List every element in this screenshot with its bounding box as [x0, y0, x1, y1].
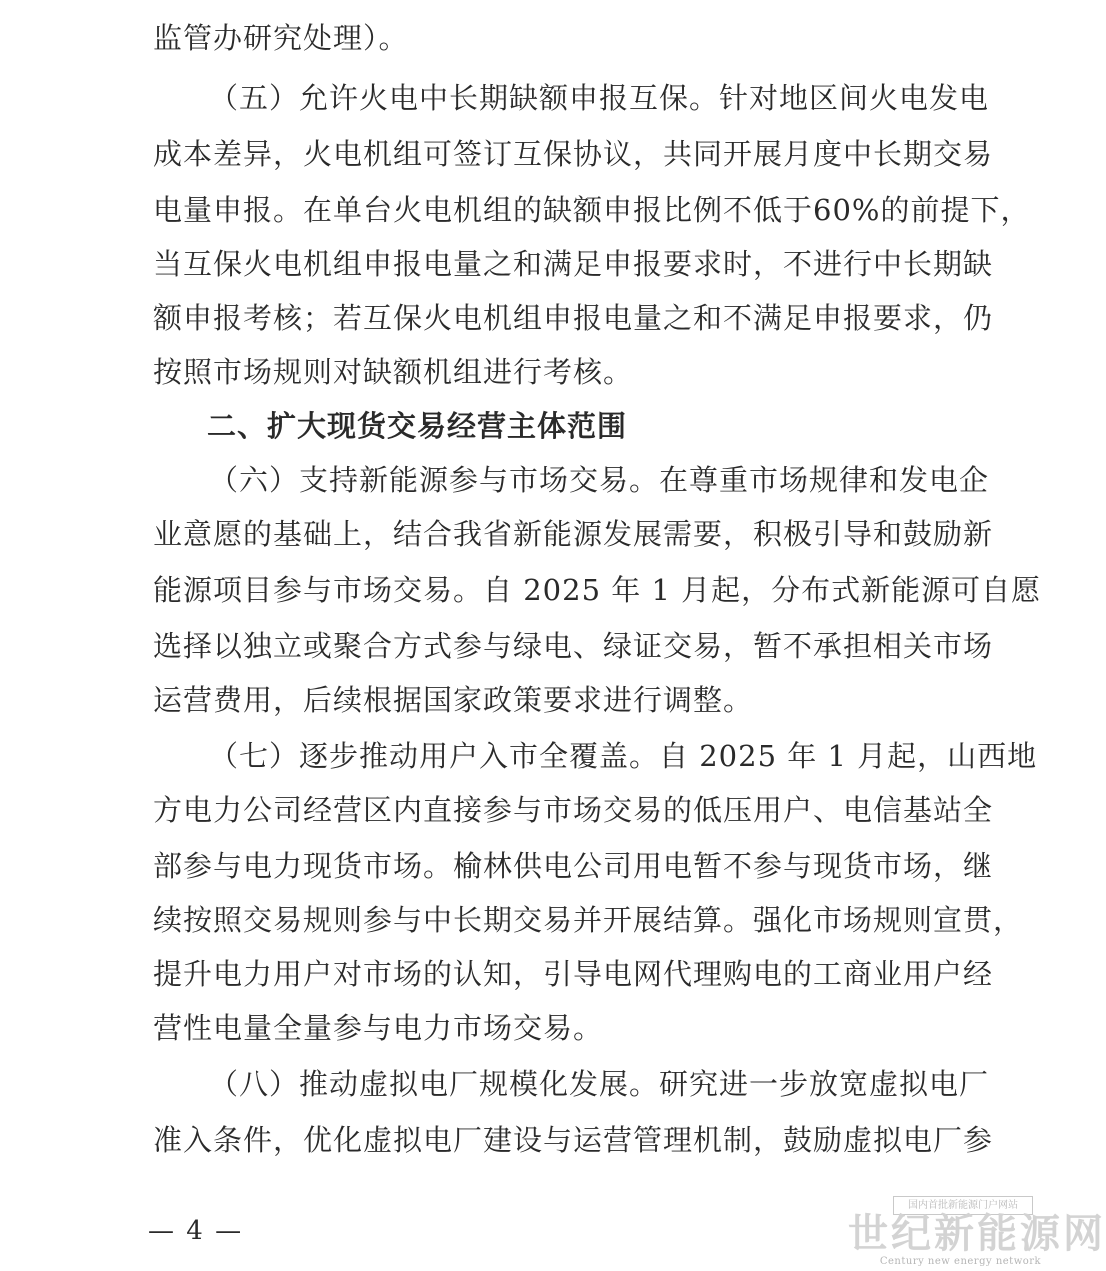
- text-line: 营性电量全量参与电力市场交易。: [153, 1011, 604, 1045]
- text-line: 监管办研究处理）。: [153, 21, 409, 55]
- text-line: 准入条件，优化虚拟电厂建设与运营管理机制，鼓励虚拟电厂参: [153, 1123, 994, 1157]
- text-line: 当互保火电机组申报电量之和满足申报要求时，不进行中长期缺: [153, 247, 994, 281]
- text-line: 选择以独立或聚合方式参与绿电、绿证交易，暂不承担相关市场: [153, 629, 994, 663]
- text-line: 按照市场规则对缺额机组进行考核。: [153, 355, 634, 389]
- text-line: 方电力公司经营区内直接参与市场交易的低压用户、电信基站全: [153, 793, 994, 827]
- text-line: 续按照交易规则参与中长期交易并开展结算。强化市场规则宣贯，: [153, 903, 1024, 937]
- watermark-logo: 世纪新能源网: [848, 1210, 1106, 1257]
- text-line: 成本差异，火电机组可签订互保协议，共同开展月度中长期交易: [153, 137, 994, 171]
- text-line: （五）允许火电中长期缺额申报互保。针对地区间火电发电: [209, 81, 990, 115]
- text-line: （六）支持新能源参与市场交易。在尊重市场规律和发电企: [209, 463, 990, 497]
- text-line: 提升电力用户对市场的认知，引导电网代理购电的工商业用户经: [153, 957, 994, 991]
- text-line: 电量申报。在单台火电机组的缺额申报比例不低于60%的前提下，: [153, 193, 1031, 227]
- text-line: （七）逐步推动用户入市全覆盖。自 2025 年 1 月起，山西地: [209, 739, 1038, 773]
- text-line: （八）推动虚拟电厂规模化发展。研究进一步放宽虚拟电厂: [209, 1067, 990, 1101]
- section-heading: 二、扩大现货交易经营主体范围: [207, 409, 628, 443]
- text-line: 业意愿的基础上，结合我省新能源发展需要，积极引导和鼓励新: [153, 517, 994, 551]
- text-line: 额申报考核；若互保火电机组申报电量之和不满足申报要求，仍: [153, 301, 994, 335]
- text-line: 运营费用，后续根据国家政策要求进行调整。: [153, 683, 754, 717]
- text-line: 能源项目参与市场交易。自 2025 年 1 月起，分布式新能源可自愿: [153, 573, 1042, 607]
- page-number: — 4 —: [148, 1216, 244, 1246]
- watermark-tag: 国内首批新能源门户网站: [893, 1196, 1033, 1215]
- text-line: 部参与电力现货市场。榆林供电公司用电暂不参与现货市场，继: [153, 849, 994, 883]
- watermark-subtitle: Century new energy network: [879, 1256, 1042, 1267]
